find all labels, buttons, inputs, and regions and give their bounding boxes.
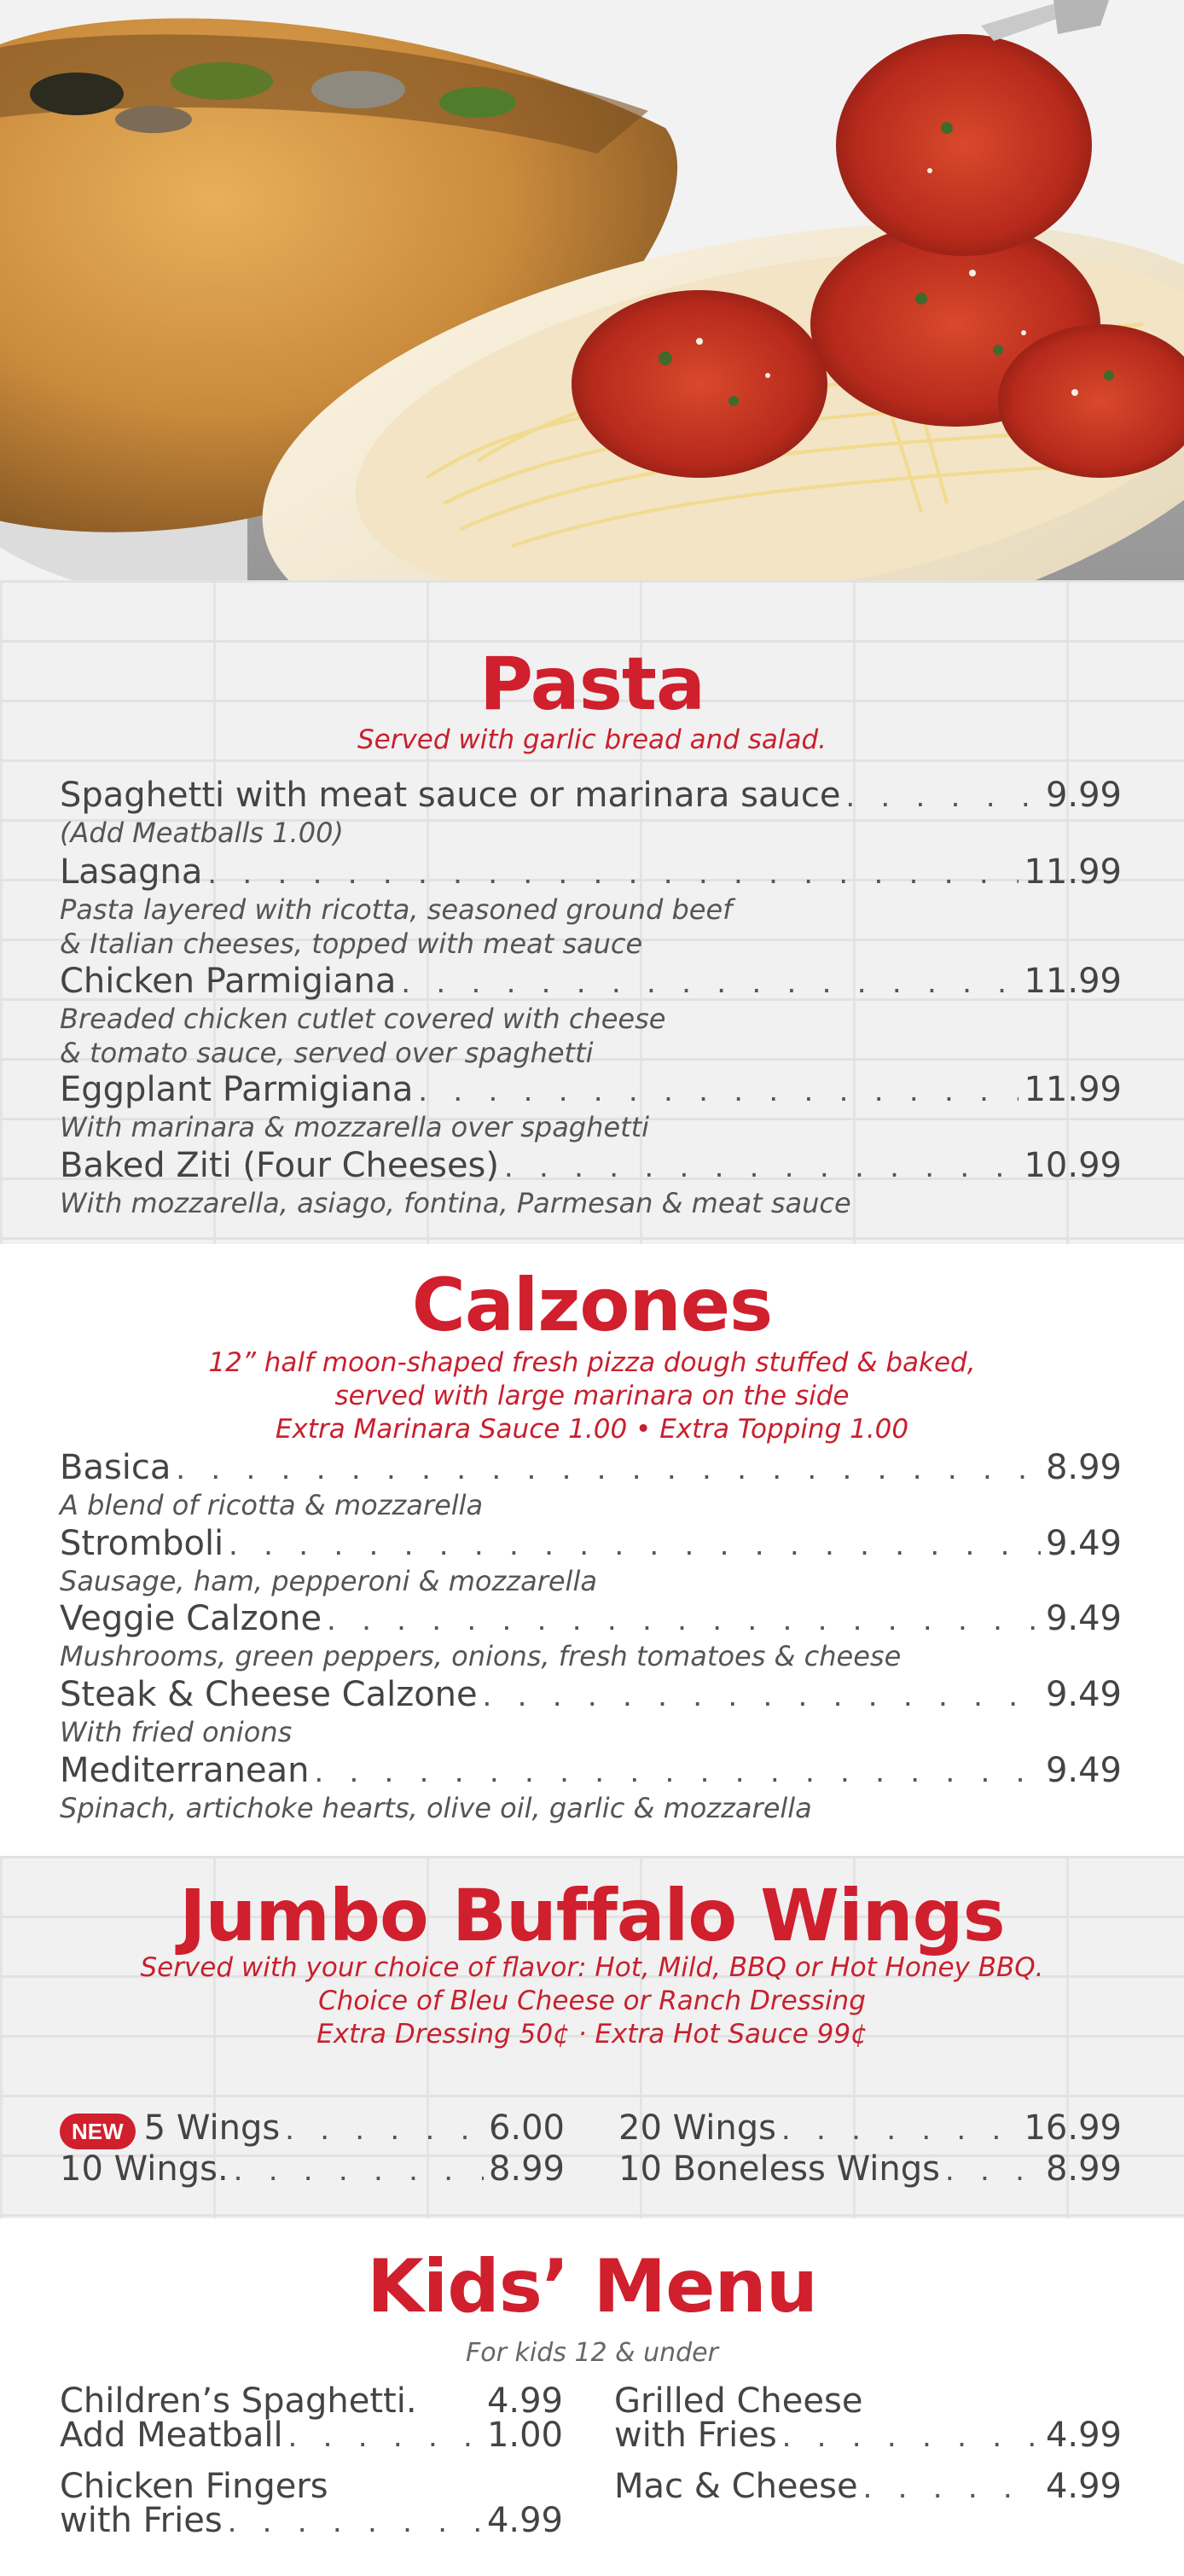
kids-item <box>614 2466 1122 2507</box>
kids-item <box>60 2500 563 2541</box>
leader-dots <box>285 2108 484 2149</box>
item-description: With fried onions <box>60 1716 293 1748</box>
leader-dots <box>781 2108 1019 2149</box>
kids-item <box>614 2415 1122 2456</box>
item-price: 9.49 <box>1045 1675 1122 1714</box>
pasta-item <box>60 1145 1122 1220</box>
item-name: Children’s Spaghetti. <box>60 2381 417 2421</box>
item-description: With mozzarella, asiago, fontina, Parmesan & meat sauce <box>60 1187 851 1219</box>
item-name: with Fries <box>614 2416 777 2455</box>
wings-item <box>60 2108 565 2149</box>
leader-dots <box>863 2467 1041 2508</box>
wings-item <box>618 2108 1122 2149</box>
item-description: Sausage, ham, pepperoni & mozzarella <box>60 1565 597 1597</box>
item-name: 20 Wings <box>618 2108 776 2148</box>
wings-item <box>618 2149 1122 2189</box>
item-price: 9.99 <box>1045 776 1122 815</box>
item-price: 1.00 <box>486 2416 563 2455</box>
leader-dots <box>228 2501 482 2542</box>
wings-subtitle-line: Extra Dressing 50¢ · Extra Hot Sauce 99¢ <box>316 2019 868 2050</box>
pasta-item <box>60 852 1122 961</box>
pasta-item <box>60 775 1122 850</box>
item-name: Lasagna <box>60 852 203 892</box>
calzone-item <box>60 1523 1122 1598</box>
calzone-item <box>60 1674 1122 1749</box>
new-badge: NEW <box>60 2114 136 2149</box>
item-name: 5 Wings <box>143 2108 281 2148</box>
item-name: Spaghetti with meat sauce or marinara sauce <box>60 776 841 815</box>
leader-dots <box>401 962 1019 1003</box>
pasta-item <box>60 1069 1122 1144</box>
leader-dots <box>945 2149 1041 2190</box>
item-name: 10 Wings. <box>60 2149 229 2189</box>
wings-left-column <box>60 2108 565 2189</box>
item-name: Mac & Cheese <box>614 2467 858 2506</box>
item-description: Spinach, artichoke hearts, olive oil, garlic & mozzarella <box>60 1792 812 1824</box>
leader-dots <box>483 1675 1041 1716</box>
leader-dots <box>782 2416 1041 2457</box>
pasta-title: Pasta <box>479 642 705 727</box>
wings-item <box>60 2149 565 2189</box>
calzone-item <box>60 1598 1122 1673</box>
kids-item-addon <box>60 2415 563 2456</box>
kids-title: Kids’ Menu <box>367 2244 817 2329</box>
item-price: 8.99 <box>1045 1448 1122 1487</box>
item-description: Pasta layered with ricotta, seasoned ground beef <box>60 893 733 926</box>
item-price: 9.49 <box>1045 1599 1122 1638</box>
item-price: 6.00 <box>488 2108 565 2148</box>
item-description: A blend of ricotta & mozzarella <box>60 1489 484 1521</box>
item-name: Chicken Parmigiana <box>60 962 397 1001</box>
calzones-subtitle-line: Extra Marinara Sauce 1.00 • Extra Topping 1.00 <box>275 1414 909 1445</box>
item-name: Baked Ziti (Four Cheeses) <box>60 1146 499 1185</box>
wings-title: Jumbo Buffalo Wings <box>179 1874 1005 1957</box>
item-name: Add Meatball <box>60 2416 283 2455</box>
item-price: 8.99 <box>488 2149 565 2189</box>
calzones-subtitle-line: 12” half moon-shaped fresh pizza dough stuffed & baked, <box>208 1347 976 1378</box>
item-name: Stromboli <box>60 1524 224 1563</box>
item-name: Mediterranean <box>60 1751 310 1790</box>
item-name: with Fries <box>60 2501 223 2540</box>
kids-right-column <box>614 2381 1122 2507</box>
wings-right-column <box>618 2108 1122 2189</box>
item-price: 4.99 <box>1045 2467 1122 2506</box>
item-name: Steak & Cheese Calzone <box>60 1675 478 1714</box>
leader-dots <box>418 1070 1019 1111</box>
item-name: Grilled Cheese <box>614 2381 863 2421</box>
wings-subtitle-line: Choice of Bleu Cheese or Ranch Dressing <box>318 1986 866 2016</box>
leader-dots <box>504 1146 1019 1187</box>
item-name: Veggie Calzone <box>60 1599 322 1638</box>
item-description: (Add Meatballs 1.00) <box>60 817 344 849</box>
item-name: Basica <box>60 1448 171 1487</box>
leader-dots <box>288 2416 482 2457</box>
item-name: Eggplant Parmigiana <box>60 1070 414 1109</box>
leader-dots <box>845 776 1041 817</box>
calzones-subtitle-line: served with large marinara on the side <box>334 1381 850 1411</box>
item-price: 11.99 <box>1024 1070 1122 1109</box>
item-price: 9.49 <box>1045 1524 1122 1563</box>
item-price: 11.99 <box>1024 852 1122 892</box>
leader-dots <box>234 2149 484 2190</box>
item-name: 10 Boneless Wings <box>618 2149 940 2189</box>
calzones-title: Calzones <box>411 1263 773 1348</box>
calzone-item <box>60 1447 1122 1522</box>
pasta-item <box>60 961 1122 1070</box>
item-price: 4.99 <box>1045 2416 1122 2455</box>
leader-dots <box>314 1751 1040 1792</box>
item-description: With marinara & mozzarella over spaghetti <box>60 1111 650 1143</box>
item-description: Mushrooms, green peppers, onions, fresh tomatoes & cheese <box>60 1640 902 1672</box>
item-price: 16.99 <box>1024 2108 1122 2148</box>
item-description: Breaded chicken cutlet covered with cheese <box>60 1003 666 1035</box>
item-price: 11.99 <box>1024 962 1122 1001</box>
item-price: 9.49 <box>1045 1751 1122 1790</box>
leader-dots <box>327 1599 1041 1640</box>
item-price: 8.99 <box>1045 2149 1122 2189</box>
item-description: & Italian cheeses, topped with meat sauce <box>60 927 643 960</box>
calzone-item <box>60 1750 1122 1825</box>
item-description: & tomato sauce, served over spaghetti <box>60 1037 594 1069</box>
item-name: Chicken Fingers <box>60 2467 328 2506</box>
kids-subtitle: For kids 12 & under <box>466 2338 718 2368</box>
leader-dots <box>207 852 1019 893</box>
leader-dots <box>229 1524 1041 1565</box>
item-price: 4.99 <box>486 2381 563 2421</box>
wings-subtitle-line: Served with your choice of flavor: Hot, Mild, BBQ or Hot Honey BBQ. <box>140 1952 1044 1983</box>
kids-left-column <box>60 2381 563 2541</box>
item-price: 10.99 <box>1024 1146 1122 1185</box>
leader-dots <box>176 1448 1041 1489</box>
item-price: 4.99 <box>486 2501 563 2540</box>
pasta-subtitle: Served with garlic bread and salad. <box>357 724 827 755</box>
